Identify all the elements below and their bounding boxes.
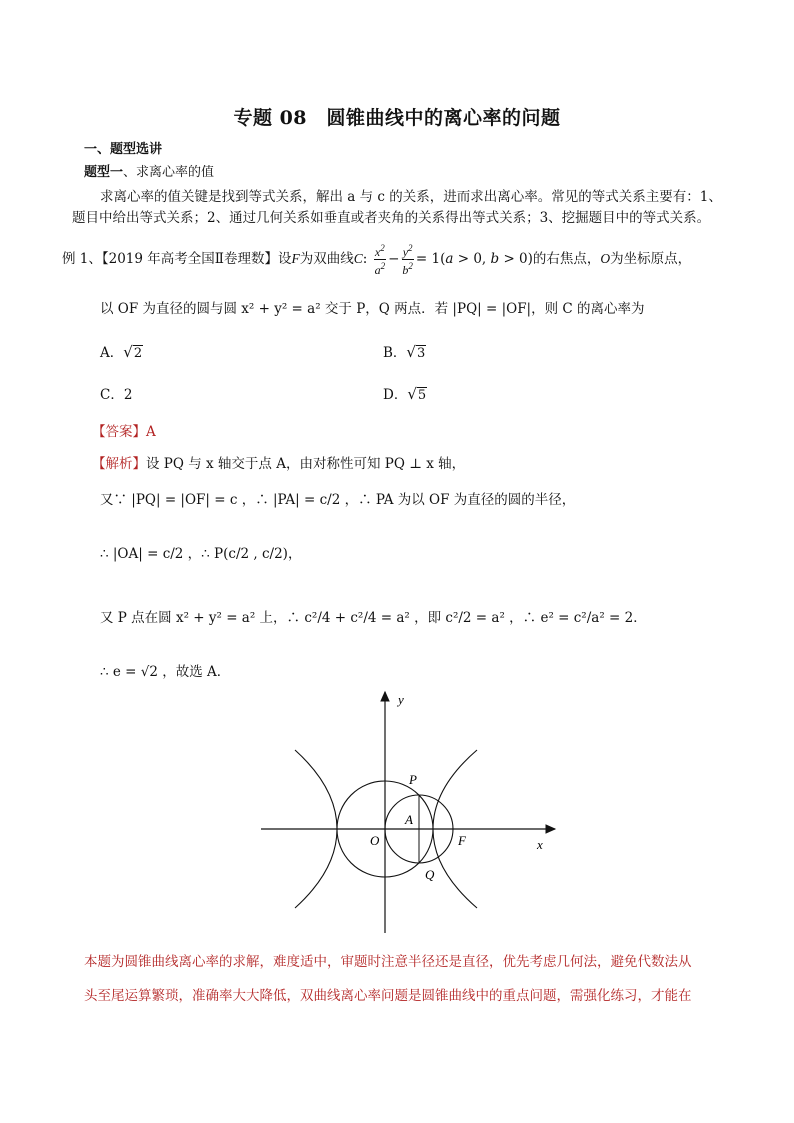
- option-D: [383, 383, 427, 403]
- section-heading: 一、题型选讲: [84, 142, 163, 157]
- hyperbola-frac-y: $\frac{y^2}{b^2}$: [402, 243, 413, 277]
- x-label: x: [537, 837, 543, 852]
- hyperbola-figure: [255, 688, 565, 940]
- option-A-sqrt: √ 2: [123, 343, 143, 361]
- example-line-1: 例 1、【2019 年高考全国Ⅱ卷理数】设F为双曲线C: $\frac{x^2}{a^2}$ − $\frac{y^2}{b^2}$ = 1(a > 0, b > 0)的右焦点，O为坐标原点，: [62, 243, 692, 277]
- analysis-line-2: 又∵ |PQ| = |OF| = c ，∴ |PA| = c/2 ，∴ PA 为以 OF 为直径的圆的半径，: [100, 492, 576, 508]
- var-F: F: [291, 251, 300, 266]
- analysis-line-4: 又 P 点在圆 x² + y² = a² 上，∴ c²/4 + c²/4 = a² ，即 c²/2 = a² ，∴ e² = c²/a² = 2．: [100, 610, 647, 626]
- y-label: y: [398, 692, 404, 707]
- option-A: [100, 341, 143, 361]
- note-line-1: 本题为圆锥曲线离心率的求解，难度适中，审题时注意半径还是直径，优先考虑几何法，避免代数法从: [84, 954, 692, 970]
- option-D-value: 5: [417, 388, 427, 403]
- example-prefix: 例 1、【2019 年高考全国Ⅱ卷理数】设: [62, 251, 292, 267]
- type-name: 、求离心率的值: [123, 165, 215, 180]
- note-line-2: 头至尾运算繁琐，准确率大大降低，双曲线离心率问题是圆锥曲线中的重点问题，需强化练习，才能在: [84, 988, 692, 1004]
- analysis-line-1: [92, 452, 465, 472]
- option-A-value: 2: [133, 346, 143, 361]
- label-O: O: [370, 833, 380, 848]
- example-line-2: 以 OF 为直径的圆与圆 x² + y² = a² 交于 P，Q 两点．若 |PQ| = |OF|，则 C 的离心率为: [100, 301, 645, 317]
- hyperbola-cond: = 1(a > 0, b > 0): [415, 251, 533, 267]
- example-text-f: 为坐标原点，: [610, 251, 692, 267]
- analysis-label: 【解析】: [92, 456, 146, 472]
- example-text-b: 为双曲线: [299, 251, 354, 267]
- answer-label: 【答案】A: [92, 424, 156, 440]
- label-F: F: [458, 833, 466, 848]
- var-C: C: [353, 251, 363, 266]
- option-B-value: 3: [416, 346, 426, 361]
- example-text-d: 的右焦点，: [532, 251, 601, 267]
- label-A: A: [405, 812, 413, 827]
- label-P: P: [409, 772, 417, 787]
- type-label: 题型一: [84, 165, 124, 180]
- option-B-label: B．: [383, 345, 407, 361]
- option-D-label: D．: [383, 387, 408, 403]
- analysis-text: 设 PQ 与 x 轴交于点 A，由对称性可知 PQ ⊥ x 轴，: [146, 456, 466, 472]
- analysis-line-5: ∴ e = √2 ，故选 A．: [100, 664, 231, 680]
- hyperbola-frac-x: $\frac{x^2}{a^2}$: [374, 243, 386, 277]
- type-heading: [84, 161, 214, 180]
- intro-line-1: 求离心率的值关键是找到等式关系，解出 a 与 c 的关系，进而求出离心率。常见的等式关系主要有：1、: [100, 189, 722, 205]
- var-O: O: [600, 251, 611, 266]
- option-A-label: A．: [100, 345, 124, 361]
- option-B-sqrt: √ 3: [406, 343, 426, 361]
- option-C: C．2: [100, 387, 133, 403]
- option-B: [383, 341, 426, 361]
- intro-line-2: 题目中给出等式关系；2、通过几何关系如垂直或者夹角的关系得出等式关系；3、挖掘题目中的等式关系。: [72, 210, 711, 226]
- option-D-sqrt: √ 5: [407, 385, 427, 403]
- page-title: 专题 08 圆锥曲线中的离心率的问题: [233, 107, 561, 129]
- label-Q: Q: [425, 867, 435, 882]
- analysis-line-3: ∴ |OA| = c/2 ，∴ P(c/2 , c/2)，: [100, 546, 302, 562]
